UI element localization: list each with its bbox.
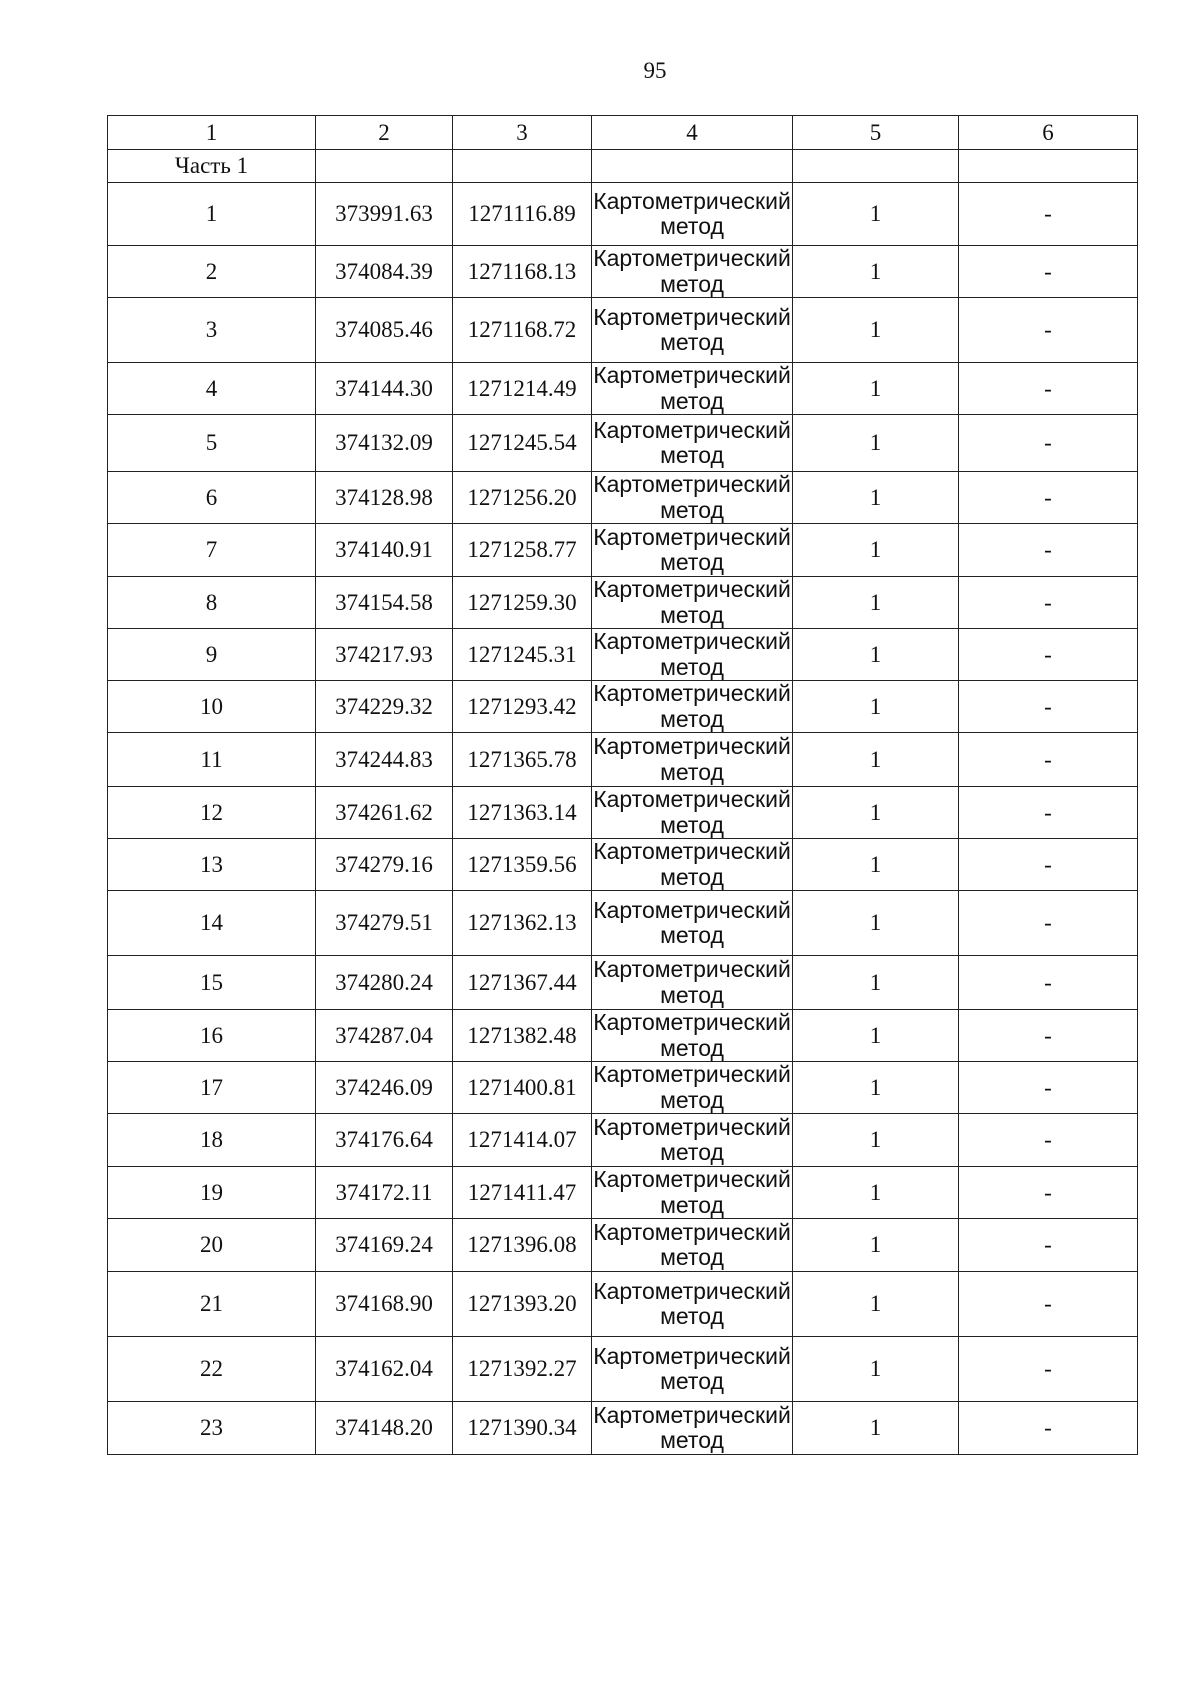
method — [592, 246, 793, 298]
table-row — [108, 1272, 1138, 1337]
coord-y: 1271116.89 — [453, 183, 592, 246]
method-line-1: Картометрический — [593, 786, 791, 813]
coord-y: 1271390.34 — [453, 1402, 592, 1455]
method — [592, 415, 793, 472]
method-line-2: метод — [660, 1427, 724, 1453]
accuracy: 1 — [793, 1272, 959, 1337]
point-number: 15 — [108, 956, 316, 1010]
coord-y: 1271392.27 — [453, 1337, 592, 1402]
method-line-1: Картометрический — [593, 303, 791, 330]
method-line-1: Картометрический — [593, 1401, 791, 1428]
coord-y: 1271359.56 — [453, 839, 592, 891]
description: - — [959, 1167, 1138, 1219]
table-row — [108, 787, 1138, 839]
table-row — [108, 733, 1138, 787]
description: - — [959, 1010, 1138, 1062]
coord-y: 1271256.20 — [453, 472, 592, 524]
accuracy: 1 — [793, 298, 959, 363]
method-line-2: метод — [660, 549, 724, 575]
point-number: 12 — [108, 787, 316, 839]
table-row — [108, 524, 1138, 577]
method — [592, 1337, 793, 1402]
coord-x: 374261.62 — [316, 787, 453, 839]
description: - — [959, 733, 1138, 787]
method-line-1: Картометрический — [593, 1342, 791, 1369]
method-line-1: Картометрический — [593, 956, 791, 983]
method — [592, 298, 793, 363]
description: - — [959, 246, 1138, 298]
description: - — [959, 956, 1138, 1010]
table-row — [108, 1114, 1138, 1167]
method — [592, 733, 793, 787]
accuracy: 1 — [793, 1062, 959, 1114]
description: - — [959, 1272, 1138, 1337]
description: - — [959, 839, 1138, 891]
description: - — [959, 363, 1138, 415]
coord-x: 374246.09 — [316, 1062, 453, 1114]
method-line-2: метод — [660, 213, 724, 239]
table-row — [108, 891, 1138, 956]
method-line-2: метод — [660, 653, 724, 680]
description: - — [959, 891, 1138, 956]
coord-y: 1271382.48 — [453, 1010, 592, 1062]
method-line-2: метод — [660, 1086, 724, 1113]
coord-x: 374144.30 — [316, 363, 453, 415]
method-line-2: метод — [660, 758, 724, 785]
coord-y: 1271363.14 — [453, 787, 592, 839]
method-line-2: метод — [660, 1139, 724, 1165]
description: - — [959, 577, 1138, 629]
point-number: 14 — [108, 891, 316, 956]
method-line-1: Картометрический — [593, 187, 791, 214]
method-line-1: Картометрический — [593, 416, 791, 443]
accuracy: 1 — [793, 1337, 959, 1402]
coord-y: 1271214.49 — [453, 363, 592, 415]
method — [592, 1272, 793, 1337]
description: - — [959, 1402, 1138, 1455]
page-number: 95 — [643, 58, 667, 83]
accuracy: 1 — [793, 733, 959, 787]
method — [592, 1402, 793, 1455]
method-line-2: метод — [660, 601, 724, 628]
method-line-1: Картометрический — [593, 1166, 791, 1193]
point-number: 7 — [108, 524, 316, 577]
method — [592, 1114, 793, 1167]
coord-x: 374280.24 — [316, 956, 453, 1010]
coord-y: 1271245.54 — [453, 415, 592, 472]
method-line-2: метод — [660, 811, 724, 838]
coord-y: 1271259.30 — [453, 577, 592, 629]
point-number: 2 — [108, 246, 316, 298]
coordinates-table — [107, 115, 1138, 1455]
coord-x: 374084.39 — [316, 246, 453, 298]
coord-x: 374229.32 — [316, 681, 453, 733]
table-row — [108, 1402, 1138, 1455]
table-row — [108, 298, 1138, 363]
accuracy: 1 — [793, 891, 959, 956]
coord-x: 374244.83 — [316, 733, 453, 787]
accuracy: 1 — [793, 681, 959, 733]
point-number: 8 — [108, 577, 316, 629]
accuracy: 1 — [793, 787, 959, 839]
point-number: 10 — [108, 681, 316, 733]
method — [592, 891, 793, 956]
method — [592, 524, 793, 577]
header-cell-6: 6 — [959, 116, 1138, 150]
method-line-2: метод — [660, 270, 724, 297]
method — [592, 787, 793, 839]
method-line-1: Картометрический — [593, 362, 791, 389]
method — [592, 839, 793, 891]
method — [592, 629, 793, 681]
method — [592, 1010, 793, 1062]
point-number: 20 — [108, 1219, 316, 1272]
method-line-1: Картометрический — [593, 896, 791, 923]
description: - — [959, 1219, 1138, 1272]
header-cell-2: 2 — [316, 116, 453, 150]
description: - — [959, 629, 1138, 681]
part-row — [108, 150, 1138, 183]
table-row — [108, 472, 1138, 524]
coord-y: 1271367.44 — [453, 956, 592, 1010]
method-line-2: метод — [660, 496, 724, 523]
point-number: 9 — [108, 629, 316, 681]
coord-x: 374154.58 — [316, 577, 453, 629]
description: - — [959, 524, 1138, 577]
point-number: 6 — [108, 472, 316, 524]
method-line-1: Картометрический — [593, 1218, 791, 1245]
accuracy: 1 — [793, 1167, 959, 1219]
coord-y: 1271393.20 — [453, 1272, 592, 1337]
header-cell-5: 5 — [793, 116, 959, 150]
table-row — [108, 1010, 1138, 1062]
table-row — [108, 415, 1138, 472]
coord-x: 374168.90 — [316, 1272, 453, 1337]
header-row — [108, 116, 1138, 150]
method-line-2: метод — [660, 1303, 724, 1329]
method — [592, 472, 793, 524]
method-line-1: Картометрический — [593, 471, 791, 498]
method-line-2: метод — [660, 863, 724, 890]
method — [592, 183, 793, 246]
description: - — [959, 183, 1138, 246]
method-line-1: Картометрический — [593, 1061, 791, 1088]
coord-y: 1271411.47 — [453, 1167, 592, 1219]
method-line-1: Картометрический — [593, 576, 791, 603]
coord-x: 374279.16 — [316, 839, 453, 891]
coord-x: 374128.98 — [316, 472, 453, 524]
coord-x: 374140.91 — [316, 524, 453, 577]
description: - — [959, 1337, 1138, 1402]
accuracy: 1 — [793, 415, 959, 472]
part-label: Часть 1 — [108, 150, 316, 183]
coord-x: 374162.04 — [316, 1337, 453, 1402]
method-line-1: Картометрический — [593, 523, 791, 550]
description: - — [959, 787, 1138, 839]
method-line-2: метод — [660, 442, 724, 468]
point-number: 1 — [108, 183, 316, 246]
coord-x: 373991.63 — [316, 183, 453, 246]
coord-x: 374287.04 — [316, 1010, 453, 1062]
accuracy: 1 — [793, 1010, 959, 1062]
point-number: 11 — [108, 733, 316, 787]
description: - — [959, 415, 1138, 472]
point-number: 23 — [108, 1402, 316, 1455]
coord-x: 374148.20 — [316, 1402, 453, 1455]
coord-y: 1271245.31 — [453, 629, 592, 681]
accuracy: 1 — [793, 1114, 959, 1167]
point-number: 16 — [108, 1010, 316, 1062]
description: - — [959, 681, 1138, 733]
coord-x: 374169.24 — [316, 1219, 453, 1272]
point-number: 4 — [108, 363, 316, 415]
coord-y: 1271293.42 — [453, 681, 592, 733]
coord-y: 1271258.77 — [453, 524, 592, 577]
method — [592, 1219, 793, 1272]
method — [592, 681, 793, 733]
header-cell-1: 1 — [108, 116, 316, 150]
table-row — [108, 629, 1138, 681]
description: - — [959, 1114, 1138, 1167]
table-row — [108, 183, 1138, 246]
coord-x: 374217.93 — [316, 629, 453, 681]
table-row — [108, 956, 1138, 1010]
method-line-1: Картометрический — [593, 245, 791, 272]
point-number: 17 — [108, 1062, 316, 1114]
accuracy: 1 — [793, 363, 959, 415]
method-line-1: Картометрический — [593, 838, 791, 865]
method-line-1: Картометрический — [593, 628, 791, 655]
accuracy: 1 — [793, 246, 959, 298]
method-line-1: Картометрический — [593, 1113, 791, 1140]
method-line-2: метод — [660, 1368, 724, 1394]
coord-x: 374176.64 — [316, 1114, 453, 1167]
method — [592, 1062, 793, 1114]
coord-y: 1271168.72 — [453, 298, 592, 363]
coord-x: 374085.46 — [316, 298, 453, 363]
point-number: 13 — [108, 839, 316, 891]
accuracy: 1 — [793, 183, 959, 246]
point-number: 5 — [108, 415, 316, 472]
method-line-2: метод — [660, 329, 724, 355]
accuracy: 1 — [793, 839, 959, 891]
table-row — [108, 681, 1138, 733]
description: - — [959, 472, 1138, 524]
description: - — [959, 1062, 1138, 1114]
header-cell-3: 3 — [453, 116, 592, 150]
method-line-1: Картометрический — [593, 1009, 791, 1036]
table-row — [108, 839, 1138, 891]
accuracy: 1 — [793, 577, 959, 629]
point-number: 19 — [108, 1167, 316, 1219]
method-line-2: метод — [660, 1244, 724, 1270]
header-cell-4: 4 — [592, 116, 793, 150]
table-row — [108, 1219, 1138, 1272]
method-line-1: Картометрический — [593, 680, 791, 707]
point-number: 18 — [108, 1114, 316, 1167]
description: - — [959, 298, 1138, 363]
table-row — [108, 363, 1138, 415]
coord-y: 1271362.13 — [453, 891, 592, 956]
point-number: 22 — [108, 1337, 316, 1402]
method — [592, 577, 793, 629]
method — [592, 363, 793, 415]
point-number: 3 — [108, 298, 316, 363]
table-row — [108, 577, 1138, 629]
accuracy: 1 — [793, 1402, 959, 1455]
accuracy: 1 — [793, 629, 959, 681]
method-line-2: метод — [660, 922, 724, 948]
accuracy: 1 — [793, 956, 959, 1010]
coord-y: 1271365.78 — [453, 733, 592, 787]
table-row — [108, 1167, 1138, 1219]
coord-x: 374132.09 — [316, 415, 453, 472]
coord-x: 374172.11 — [316, 1167, 453, 1219]
method-line-2: метод — [660, 1034, 724, 1061]
method-line-1: Картометрический — [593, 733, 791, 760]
coord-y: 1271414.07 — [453, 1114, 592, 1167]
table-row — [108, 246, 1138, 298]
point-number: 21 — [108, 1272, 316, 1337]
coord-y: 1271396.08 — [453, 1219, 592, 1272]
accuracy: 1 — [793, 472, 959, 524]
method-line-2: метод — [660, 705, 724, 732]
method-line-2: метод — [660, 387, 724, 414]
method-line-2: метод — [660, 1191, 724, 1218]
method-line-1: Картометрический — [593, 1277, 791, 1304]
table-row — [108, 1062, 1138, 1114]
method-line-2: метод — [660, 981, 724, 1008]
accuracy: 1 — [793, 1219, 959, 1272]
method — [592, 1167, 793, 1219]
table-row — [108, 1337, 1138, 1402]
coord-y: 1271168.13 — [453, 246, 592, 298]
accuracy: 1 — [793, 524, 959, 577]
coord-y: 1271400.81 — [453, 1062, 592, 1114]
coord-x: 374279.51 — [316, 891, 453, 956]
method — [592, 956, 793, 1010]
